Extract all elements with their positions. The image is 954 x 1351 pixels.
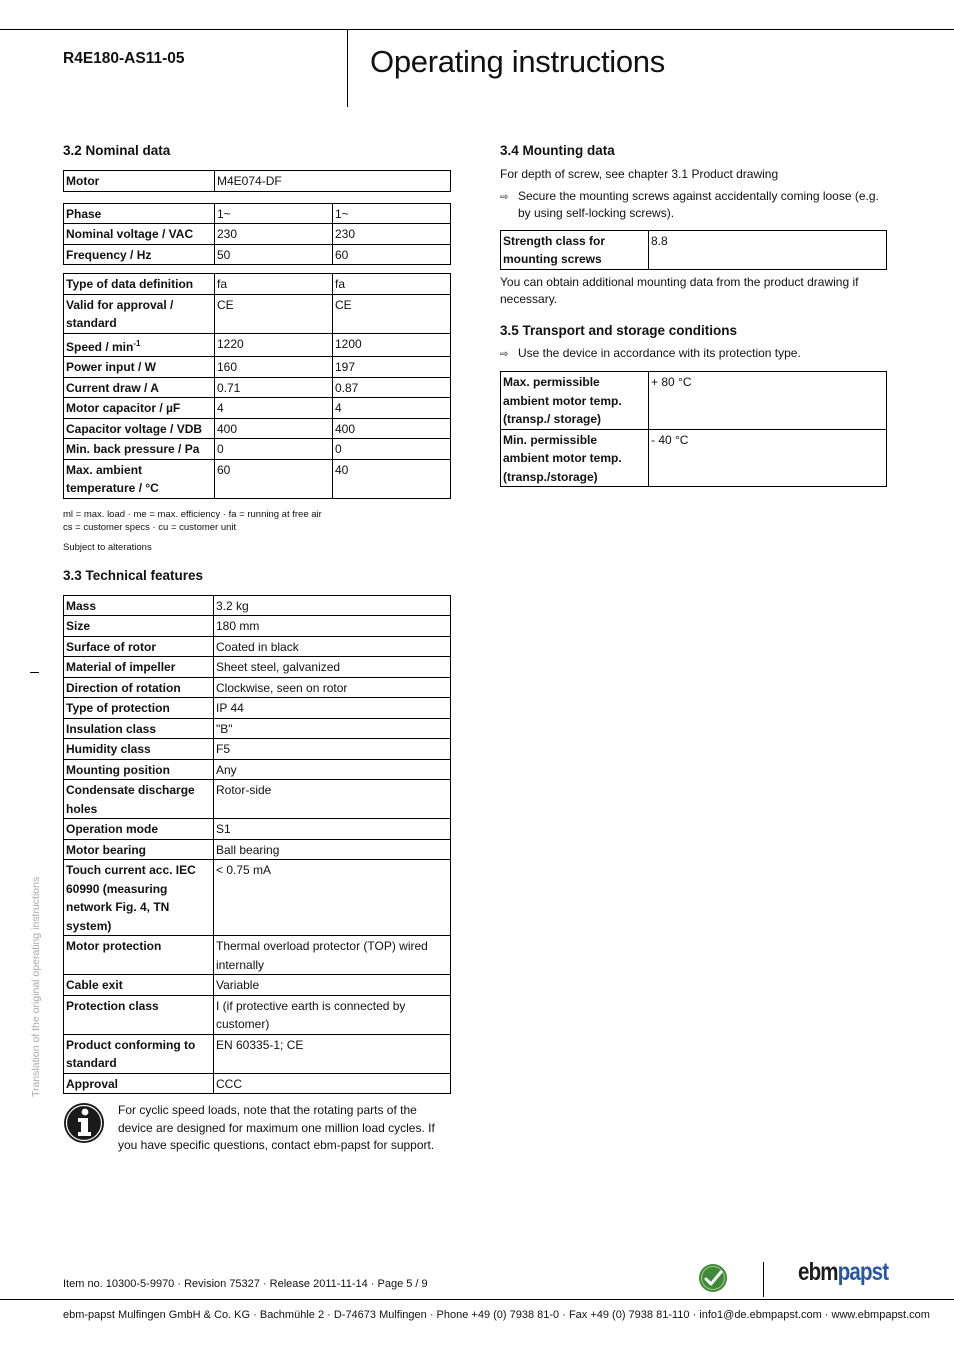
motor-value: M4E074-DF bbox=[215, 171, 451, 192]
footer-item-info: Item no. 10300-5-9970 · Revision 75327 · Release 2011-11-14 · Page 5 / 9 bbox=[63, 1278, 428, 1290]
mounting-after: You can obtain additional mounting data from the product drawing if necessary. bbox=[500, 274, 859, 306]
row-value-1: 0.71 bbox=[215, 377, 333, 398]
subject-to-alterations: Subject to alterations bbox=[63, 541, 152, 553]
row-value-2: 230 bbox=[333, 224, 451, 245]
row-label bbox=[64, 418, 215, 439]
feature-label: Material of impeller bbox=[64, 657, 214, 678]
row-label bbox=[64, 274, 215, 295]
table-row bbox=[64, 860, 451, 936]
feature-value: EN 60335-1; CE bbox=[214, 1034, 451, 1073]
row-label-text: Power input / W bbox=[66, 360, 156, 374]
row-label-text: Max. ambient temperature / °C bbox=[66, 462, 159, 495]
feature-value: Any bbox=[214, 759, 451, 780]
table-row bbox=[64, 224, 451, 245]
info-icon bbox=[63, 1102, 105, 1144]
row-label bbox=[64, 439, 215, 460]
table-row bbox=[64, 1073, 451, 1094]
row-label: Phase bbox=[64, 203, 215, 224]
fold-mark bbox=[30, 672, 39, 673]
table-row bbox=[64, 936, 451, 975]
row-value-2: 60 bbox=[333, 244, 451, 265]
table-row bbox=[64, 244, 451, 265]
feature-value: Rotor-side bbox=[214, 780, 451, 819]
mounting-heading: 3.4 Mounting data bbox=[500, 143, 615, 158]
green-tech-badge-icon bbox=[698, 1263, 728, 1293]
transport-table bbox=[500, 371, 887, 487]
strength-class-label: Strength class for mounting screws bbox=[501, 230, 649, 269]
condition-label: Min. permissible ambient motor temp. (transp./storage) bbox=[501, 429, 649, 487]
model-number: R4E180-AS11-05 bbox=[63, 50, 185, 67]
condition-value: - 40 °C bbox=[649, 429, 887, 487]
row-label: Nominal voltage / VAC bbox=[64, 224, 215, 245]
table-row bbox=[64, 616, 451, 637]
feature-label: Mass bbox=[64, 595, 214, 616]
strength-class-value: 8.8 bbox=[649, 230, 887, 269]
legend-line-2: cs = customer specs · cu = customer unit bbox=[63, 521, 237, 533]
transport-bullet bbox=[500, 345, 887, 364]
feature-label: Insulation class bbox=[64, 718, 214, 739]
table-row bbox=[64, 294, 451, 333]
row-value-2: 0.87 bbox=[333, 377, 451, 398]
table-row bbox=[64, 780, 451, 819]
table-row bbox=[64, 1034, 451, 1073]
row-value-1: 0 bbox=[215, 439, 333, 460]
row-value-2: fa bbox=[333, 274, 451, 295]
row-value-2: 1~ bbox=[333, 203, 451, 224]
transport-heading: 3.5 Transport and storage conditions bbox=[500, 322, 738, 338]
mounting-intro: For depth of screw, see chapter 3.1 Product drawing bbox=[500, 167, 779, 181]
arrow-icon: ⇨ bbox=[500, 191, 509, 203]
mounting-bullet-text: Secure the mounting screws against accidentally coming loose (e.g. by using self-locking screws). bbox=[518, 188, 879, 220]
left-column bbox=[63, 143, 451, 1155]
table-row bbox=[501, 372, 887, 430]
table-row bbox=[64, 759, 451, 780]
ebmpapst-logo: ebmpapst bbox=[798, 1258, 889, 1286]
table-row bbox=[64, 418, 451, 439]
row-value-1: 400 bbox=[215, 418, 333, 439]
row-value-1: 4 bbox=[215, 398, 333, 419]
row-value-2: CE bbox=[333, 294, 451, 333]
right-column bbox=[500, 143, 887, 487]
row-value-1: 1220 bbox=[215, 333, 333, 357]
feature-label: Type of protection bbox=[64, 698, 214, 719]
row-label-text: Type of data definition bbox=[66, 277, 194, 291]
feature-label: Product conforming to standard bbox=[64, 1034, 214, 1073]
feature-label: Operation mode bbox=[64, 819, 214, 840]
header-top-rule bbox=[0, 29, 954, 30]
page-title: Operating instructions bbox=[370, 44, 665, 79]
feature-label: Motor bearing bbox=[64, 839, 214, 860]
row-label bbox=[64, 398, 215, 419]
table-row bbox=[64, 739, 451, 760]
row-value-1: 50 bbox=[215, 244, 333, 265]
condition-value: + 80 °C bbox=[649, 372, 887, 430]
table-row bbox=[64, 839, 451, 860]
row-value-2: 197 bbox=[333, 357, 451, 378]
feature-value: < 0.75 mA bbox=[214, 860, 451, 936]
feature-label: Motor protection bbox=[64, 936, 214, 975]
row-label-text: Min. back pressure / Pa bbox=[66, 442, 200, 456]
nominal-heading: 3.2 Nominal data bbox=[63, 143, 171, 158]
feature-label: Surface of rotor bbox=[64, 636, 214, 657]
feature-label: Humidity class bbox=[64, 739, 214, 760]
header-divider bbox=[347, 29, 348, 107]
row-label bbox=[64, 357, 215, 378]
row-label-superscript: -1 bbox=[133, 338, 141, 348]
table-row bbox=[64, 459, 451, 498]
table-row bbox=[64, 171, 451, 192]
motor-label: Motor bbox=[64, 171, 215, 192]
row-value-1: 60 bbox=[215, 459, 333, 498]
row-value-1: fa bbox=[215, 274, 333, 295]
technical-table bbox=[63, 595, 451, 1095]
table-row bbox=[64, 595, 451, 616]
row-value-2: 4 bbox=[333, 398, 451, 419]
feature-label: Condensate discharge holes bbox=[64, 780, 214, 819]
table-row bbox=[64, 377, 451, 398]
feature-label: Touch current acc. IEC 60990 (measuring network Fig. 4, TN system) bbox=[64, 860, 214, 936]
mounting-table bbox=[500, 230, 887, 270]
feature-value: Clockwise, seen on rotor bbox=[214, 677, 451, 698]
table-row bbox=[64, 677, 451, 698]
phase-table bbox=[63, 203, 451, 266]
table-row bbox=[64, 698, 451, 719]
row-label: Frequency / Hz bbox=[64, 244, 215, 265]
feature-label: Size bbox=[64, 616, 214, 637]
feature-label: Approval bbox=[64, 1073, 214, 1094]
mounting-bullet bbox=[500, 188, 887, 223]
arrow-icon: ⇨ bbox=[500, 348, 509, 360]
row-value-1: CE bbox=[215, 294, 333, 333]
table-row bbox=[64, 203, 451, 224]
row-value-1: 1~ bbox=[215, 203, 333, 224]
footer-address: ebm-papst Mulfingen GmbH & Co. KG · Bachmühle 2 · D-74673 Mulfingen · Phone +49 (0) 7938 81-0 · Fax +49 (0) 7938 81-110 · info1@de.ebmpapst.com · www.ebmpapst.com bbox=[63, 1309, 930, 1321]
row-label bbox=[64, 333, 215, 357]
feature-label: Direction of rotation bbox=[64, 677, 214, 698]
feature-label: Protection class bbox=[64, 995, 214, 1034]
row-value-2: 400 bbox=[333, 418, 451, 439]
feature-label: Mounting position bbox=[64, 759, 214, 780]
transport-bullet-text: Use the device in accordance with its protection type. bbox=[518, 345, 801, 360]
feature-value: I (if protective earth is connected by customer) bbox=[214, 995, 451, 1034]
feature-value: 180 mm bbox=[214, 616, 451, 637]
table-row bbox=[501, 230, 887, 269]
table-row bbox=[64, 819, 451, 840]
row-label bbox=[64, 377, 215, 398]
feature-value: F5 bbox=[214, 739, 451, 760]
side-translation-note: Translation of the original operating instructions bbox=[30, 876, 42, 1097]
table-row bbox=[64, 274, 451, 295]
footer-rule bbox=[0, 1299, 954, 1300]
table-row bbox=[64, 357, 451, 378]
condition-label: Max. permissible ambient motor temp. (transp./ storage) bbox=[501, 372, 649, 430]
feature-value: IP 44 bbox=[214, 698, 451, 719]
feature-value: S1 bbox=[214, 819, 451, 840]
row-label-text: Motor capacitor / µF bbox=[66, 401, 181, 415]
feature-value: "B" bbox=[214, 718, 451, 739]
row-value-1: 230 bbox=[215, 224, 333, 245]
technical-heading: 3.3 Technical features bbox=[63, 567, 204, 583]
info-note bbox=[63, 1102, 451, 1155]
feature-value: Sheet steel, galvanized bbox=[214, 657, 451, 678]
feature-value: CCC bbox=[214, 1073, 451, 1094]
row-label-text: Current draw / A bbox=[66, 380, 159, 395]
row-label bbox=[64, 459, 215, 498]
feature-label: Cable exit bbox=[64, 975, 214, 996]
feature-value: 3.2 kg bbox=[214, 595, 451, 616]
footer-logo-divider bbox=[763, 1262, 764, 1297]
nominal-data-table bbox=[63, 273, 451, 499]
row-value-2: 1200 bbox=[333, 333, 451, 357]
info-note-text: For cyclic speed loads, note that the rotating parts of the device are designed for maximum one million load cycles. If you have specific questions, contact ebm-papst for support. bbox=[118, 1103, 435, 1152]
table-row bbox=[501, 429, 887, 487]
row-label bbox=[64, 294, 215, 333]
row-value-2: 40 bbox=[333, 459, 451, 498]
row-label-text: Capacitor voltage / VDB bbox=[66, 421, 203, 436]
legend-line-1: ml = max. load · me = max. efficiency · fa = running at free air bbox=[63, 508, 322, 520]
row-value-2: 0 bbox=[333, 439, 451, 460]
feature-value: Ball bearing bbox=[214, 839, 451, 860]
row-label-text: Valid for approval / standard bbox=[66, 297, 174, 330]
table-row bbox=[64, 995, 451, 1034]
table-row bbox=[64, 333, 451, 357]
table-row bbox=[64, 439, 451, 460]
table-row bbox=[64, 636, 451, 657]
row-label-text: Speed / min bbox=[66, 339, 134, 354]
motor-table bbox=[63, 170, 451, 192]
table-row bbox=[64, 718, 451, 739]
feature-value: Thermal overload protector (TOP) wired internally bbox=[214, 936, 451, 975]
feature-value: Coated in black bbox=[214, 636, 451, 657]
table-row bbox=[64, 975, 451, 996]
table-row bbox=[64, 398, 451, 419]
feature-value: Variable bbox=[214, 975, 451, 996]
row-value-1: 160 bbox=[215, 357, 333, 378]
table-row bbox=[64, 657, 451, 678]
